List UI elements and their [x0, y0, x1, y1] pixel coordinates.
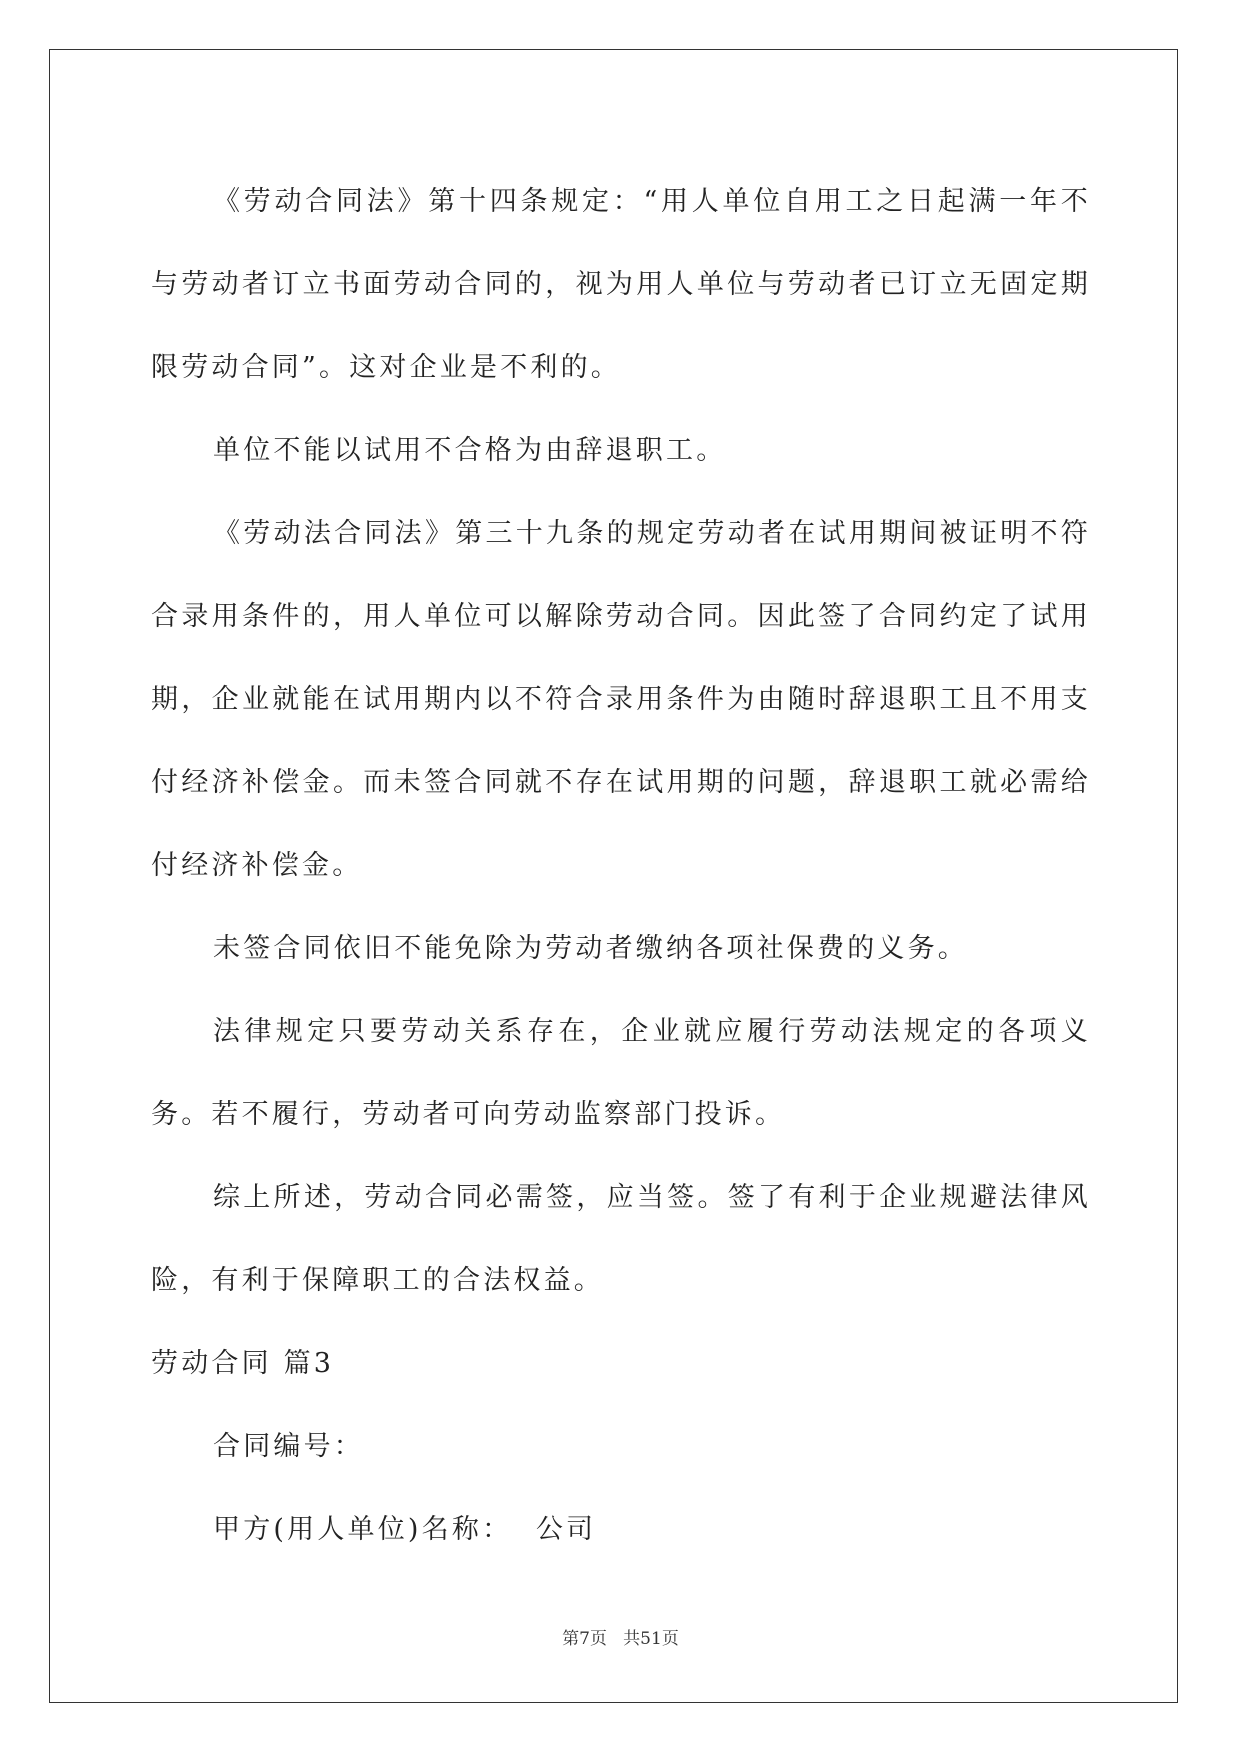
paragraph-probation-dismissal: 单位不能以试用不合格为由辞退职工。 — [213, 435, 727, 466]
document-body — [151, 160, 1091, 1571]
paragraph-article-39: 《劳动法合同法》第三十九条的规定劳动者在试用期间被证明不符合录用条件的，用人单位可以解除劳动合同。因此签了合同约定了试用期，企业就能在试用期内以不符合录用条件为由随时辞退职工且不用支付经济补偿金。而未签合同就不存在试用期的问题，辞退职工就必需给付经济补偿金。 — [151, 518, 1091, 881]
section-heading: 劳动合同 篇3 — [151, 1348, 335, 1379]
paragraph-social-insurance: 未签合同依旧不能免除为劳动者缴纳各项社保费的义务。 — [213, 933, 968, 964]
contract-number-label: 合同编号： — [213, 1431, 364, 1462]
paragraph-conclusion: 综上所述，劳动合同必需签，应当签。签了有利于企业规避法律风险，有利于保障职工的合法权益。 — [151, 1182, 1091, 1296]
page-footer: 第7页 共51页 — [562, 1629, 679, 1649]
party-a-name-label: 甲方(用人单位)名称： 公司 — [213, 1514, 597, 1545]
paragraph-legal-obligations: 法律规定只要劳动关系存在，企业就应履行劳动法规定的各项义务。若不履行，劳动者可向劳动监察部门投诉。 — [151, 1016, 1091, 1130]
paragraph-article-14: 《劳动合同法》第十四条规定：“用人单位自用工之日起满一年不与劳动者订立书面劳动合同的，视为用人单位与劳动者已订立无固定期限劳动合同”。这对企业是不利的。 — [151, 186, 1091, 383]
